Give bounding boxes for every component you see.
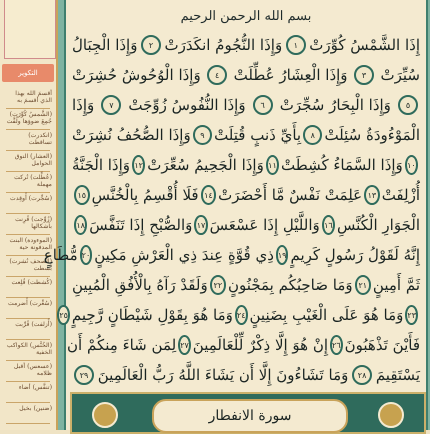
- margin-divider: [6, 339, 50, 340]
- ayah-number-marker: ٤: [207, 65, 227, 85]
- margin-divider: [6, 108, 50, 109]
- verse-text: الْجَوَارِ الْكُنَّسِ: [336, 216, 420, 234]
- margin-note: (زُوِّجت) قُرِنت بأشكالها: [15, 216, 52, 231]
- ayah-number-marker: ٢: [141, 35, 161, 55]
- verse-text: وَمَا هُوَ عَلَى الْغَيْبِ بِضَنِينٍ: [249, 306, 404, 324]
- verse-text: وَإِذَا: [72, 96, 95, 114]
- verse-text: ذِي قُوَّةٍ عِندَ ذِي الْعَرْشِ مَكِينٍ: [94, 246, 274, 264]
- ayah-number-marker: ١٦: [322, 215, 335, 235]
- ayah-number-marker: ٢٩: [74, 365, 94, 385]
- margin-note: (ضنين) بخيل: [19, 405, 52, 412]
- verse-line: [72, 150, 420, 180]
- margin-note: (الموءودة) البنت المدفونة حية: [9, 237, 52, 252]
- verse-text: وَمَا هُوَ بِقَوْلِ شَيْطَانٍ رَّجِيمٍ: [71, 306, 233, 324]
- verse-line: [72, 30, 420, 60]
- margin-divider: [6, 297, 50, 298]
- margin-divider: [6, 423, 50, 424]
- ayah-number-marker: ٨: [303, 125, 322, 145]
- ayah-number-marker: ١٢: [132, 155, 145, 175]
- margin-divider: [6, 360, 50, 361]
- ayah-number-marker: ٩: [193, 125, 212, 145]
- next-surah-header: [70, 392, 426, 434]
- verse-text: ثَمَّ أَمِينٍ: [372, 276, 420, 294]
- verse-line: [72, 210, 420, 240]
- verse-text: أُزْلِفَتْ: [381, 186, 420, 204]
- verse-text: وَإِذَا الْبِحَارُ سُجِّرَتْ: [279, 96, 391, 114]
- next-surah-title: سورة الانفطار: [152, 399, 348, 433]
- verse-text: وَلَقَدْ رَآهُ بِالْأُفُقِ الْمُبِينِ: [72, 276, 208, 294]
- ayah-number-marker: ١٥: [74, 185, 90, 205]
- ayah-number-marker: ٢٢: [210, 275, 226, 295]
- verse-text: إِذَا الشَّمْسُ كُوِّرَتْ: [309, 36, 420, 54]
- margin-divider: [6, 213, 50, 214]
- ayah-number-marker: ٢٧: [178, 335, 191, 355]
- margin-divider: [6, 171, 50, 172]
- margin-note: (سُعِّرت) أُضرمت: [8, 300, 52, 307]
- margin-divider: [6, 276, 50, 277]
- ayah-number-marker: ١٠: [405, 155, 418, 175]
- verse-text: وَإِذَا الصُّحُفُ نُشِرَتْ: [72, 126, 191, 144]
- verse-text: وَمَا صَاحِبُكُم بِمَجْنُونٍ: [228, 276, 353, 294]
- verse-line: [72, 90, 420, 120]
- verse-text: وَمَا تَشَاءُونَ إِلَّا أَن يَشَاءَ اللَّهُ رَبُّ الْعَالَمِينَ: [97, 366, 349, 384]
- margin-divider: [6, 129, 50, 130]
- verse-text: فَلَا أُقْسِمُ بِالْخُنَّسِ: [91, 186, 199, 204]
- verse-text: وَالصُّبْحِ إِذَا تَنَفَّسَ: [89, 216, 193, 234]
- margin-divider: [6, 234, 50, 235]
- verse-text: وَإِذَا السَّمَاءُ كُشِطَتْ: [281, 156, 403, 174]
- margin-note: (تنفَّس) أضاء: [18, 384, 52, 391]
- verse-text: وَإِذَا الْجِبَالُ: [72, 36, 138, 54]
- ayah-number-marker: ٣: [354, 65, 374, 85]
- verse-text: مُّطَاعٍ: [43, 246, 78, 264]
- ayah-number-marker: ١١: [266, 155, 279, 175]
- ayah-number-marker: ٢٥: [57, 305, 70, 325]
- verse-line: [72, 360, 420, 390]
- verse-text: وَإِذَا الْجَحِيمُ سُعِّرَتْ: [147, 156, 264, 174]
- verse-text: وَإِذَا النُّفُوسُ زُوِّجَتْ: [128, 96, 246, 114]
- margin-note: (سُجِّرت) أُوقِدت: [10, 195, 52, 202]
- margin-note: (كُشطت) قُلِعت: [11, 279, 52, 286]
- verse-line: [59, 300, 420, 330]
- ayah-number-marker: ٧: [101, 95, 121, 115]
- ayah-number-marker: ٢٣: [405, 305, 418, 325]
- ayah-number-marker: ١٨: [74, 215, 87, 235]
- verse-text: إِنَّهُ لَقَوْلُ رَسُولٍ كَرِيمٍ: [290, 246, 420, 264]
- margin-divider: [6, 192, 50, 193]
- margin-note: (العشار) النوق الحوامل: [14, 153, 52, 168]
- ayah-number-marker: ٢٨: [352, 365, 372, 385]
- margin-divider: [6, 402, 50, 403]
- verse-text: فَأَيْنَ تَذْهَبُونَ: [344, 336, 420, 354]
- margin-divider: [6, 381, 50, 382]
- margin-note: (الصحف نُشرت) بُسطت: [9, 258, 52, 273]
- verse-text: لِمَن شَاءَ مِنكُمْ أَن: [67, 336, 177, 354]
- margin-divider: [6, 150, 50, 151]
- verse-text: وَإِذَا النُّجُومُ انكَدَرَتْ: [164, 36, 283, 54]
- ayah-number-marker: ٢٦: [330, 335, 343, 355]
- margin-commentary: [0, 0, 59, 430]
- verse-text: عَلِمَتْ نَفْسٌ مَّا أَحْضَرَتْ: [218, 186, 363, 204]
- margin-note: (الشَّمسُ كُوِّرَت) جُمِعَ ضوؤها ولُفَّت: [6, 111, 52, 126]
- verse-text: وَإِذَا الْوُحُوشُ حُشِرَتْ: [72, 66, 201, 84]
- margin-note: (الخُنَّس) الكواكب الخفية: [6, 342, 52, 357]
- verse-text: وَإِذَا الْجَنَّةُ: [72, 156, 131, 174]
- margin-note: أقسمَ الله بهذا الذي أقسمَ به: [15, 90, 52, 105]
- margin-note: (عسعس) أقبل ظلامه: [13, 363, 52, 378]
- ayah-number-marker: ٥: [398, 95, 418, 115]
- ayah-number-marker: ٢٤: [235, 305, 248, 325]
- left-medallion-ornament: [92, 402, 118, 428]
- ayah-number-marker: ١٤: [201, 185, 217, 205]
- margin-top-frame: [4, 0, 56, 59]
- verse-line: [72, 270, 420, 300]
- verse-line: [43, 240, 420, 270]
- ayah-number-marker: ١٩: [276, 245, 289, 265]
- basmala: بسم الله الرحمن الرحيم: [180, 9, 312, 24]
- verse-text: بِأَيِّ ذَنبٍ قُتِلَتْ: [214, 126, 302, 144]
- ayah-number-marker: ١٧: [194, 215, 207, 235]
- ayah-number-marker: ٦: [253, 95, 273, 115]
- verse-line: [67, 330, 420, 360]
- verse-text: يَسْتَقِيمَ: [375, 366, 420, 384]
- ayah-number-marker: ١: [286, 35, 306, 55]
- ayah-number-marker: ٢١: [355, 275, 371, 295]
- margin-note: (أُزلفت) قُرِّبت: [15, 321, 52, 328]
- margin-note: (انكدرت) تساقطت: [28, 132, 52, 147]
- verse-text: سُيِّرَتْ: [380, 66, 420, 84]
- margin-note: (عُطِّلت) تُركت مهملة: [14, 174, 52, 189]
- margin-divider: [6, 318, 50, 319]
- ayah-number-marker: ١٣: [364, 185, 380, 205]
- verse-text: إِنْ هُوَ إِلَّا ذِكْرٌ لِّلْعَالَمِينَ: [192, 336, 329, 354]
- right-medallion-ornament: [378, 402, 404, 428]
- ayah-number-marker: ٢٠: [80, 245, 93, 265]
- verse-line: [72, 180, 420, 210]
- surah-name-tag: التكوير: [2, 64, 54, 82]
- verse-text: وَإِذَا الْعِشَارُ عُطِّلَتْ: [233, 66, 348, 84]
- verse-line: [72, 60, 420, 90]
- verse-line: [72, 120, 420, 150]
- verse-text: وَاللَّيْلِ إِذَا عَسْعَسَ: [209, 216, 320, 234]
- verse-text: الْمَوْءُودَةُ سُئِلَتْ: [324, 126, 420, 144]
